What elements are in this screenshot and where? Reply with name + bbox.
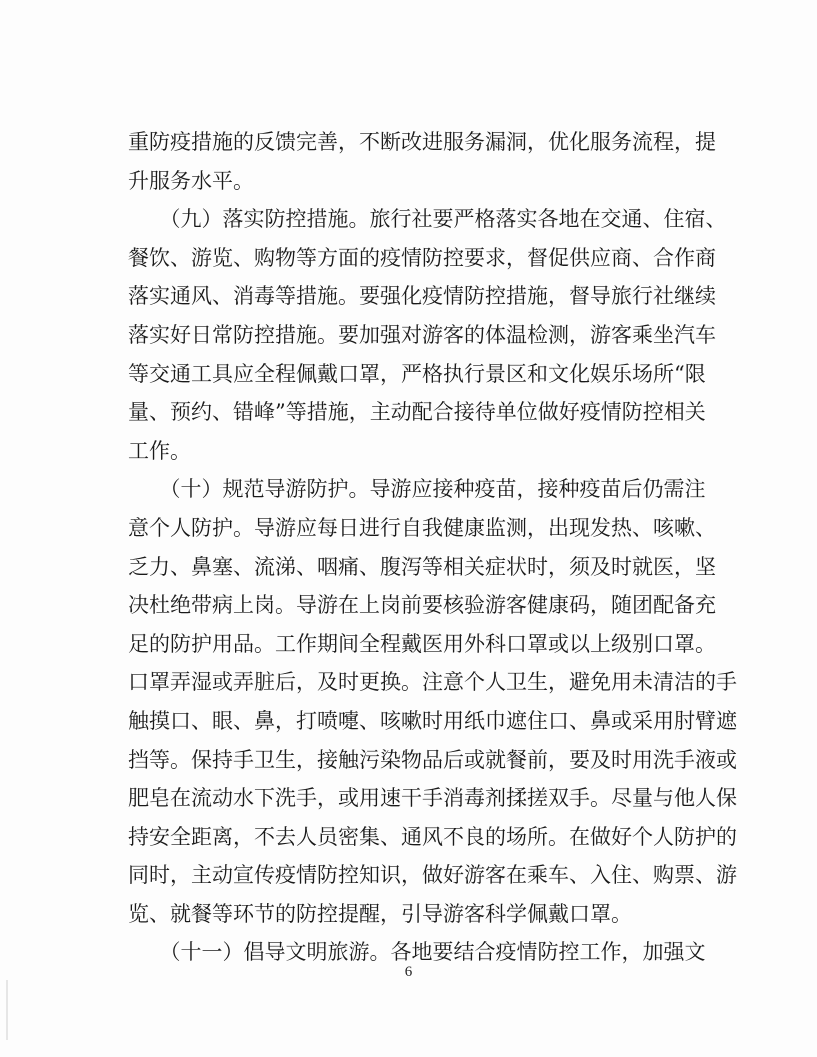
text-line: 肥皂在流动水下洗手，或用速干手消毒剂揉搓双手。尽量与他人保 — [128, 786, 737, 811]
text-line: （九）落实防控措施。旅行社要严格落实各地在交通、住宿、 — [128, 207, 727, 232]
text-line: 餐饮、游览、购物等方面的疫情防控要求，督促供应商、合作商 — [128, 245, 716, 270]
text-line: 落实好日常防控措施。要加强对游客的体温检测，游客乘坐汽车 — [128, 322, 716, 347]
page-number: 6 — [404, 964, 413, 980]
text-line: （十）规范导游防护。导游应接种疫苗，接种疫苗后仍需注 — [128, 477, 706, 502]
text-line: 决杜绝带病上岗。导游在上岗前要核验游客健康码，随团配备充 — [128, 593, 716, 618]
text-line: 足的防护用品。工作期间全程戴医用外科口罩或以上级别口罩。 — [128, 631, 716, 656]
text-line: 持安全距离，不去人员密集、通风不良的场所。在做好个人防护的 — [128, 824, 737, 849]
text-line: 量、预约、错峰”等措施，主动配合接待单位做好疫情防控相关 — [128, 400, 706, 425]
text-line: 挡等。保持手卫生，接触污染物品后或就餐前，要及时用洗手液或 — [128, 747, 737, 772]
text-line: 口罩弄湿或弄脏后，及时更换。注意个人卫生，避免用未清洁的手 — [128, 670, 737, 695]
text-line: 触摸口、眼、鼻，打喷嚏、咳嗽时用纸巾遮住口、鼻或采用肘臂遮 — [128, 708, 737, 733]
text-line: 意个人防护。导游应每日进行自我健康监测，出现发热、咳嗽、 — [128, 515, 716, 540]
text-line: 落实通风、消毒等措施。要强化疫情防控措施，督导旅行社继续 — [128, 284, 716, 309]
text-line: 乏力、鼻塞、流涕、咽痛、腹泻等相关症状时，须及时就医，坚 — [128, 554, 716, 579]
text-line: 升服务水平。 — [128, 168, 254, 193]
text-line: 重防疫措施的反馈完善，不断改进服务漏洞，优化服务流程，提 — [128, 130, 716, 154]
text-line: 同时，主动宣传疫情防控知识，做好游客在乘车、入住、购票、游 — [128, 863, 737, 888]
text-line: 览、就餐等环节的防控提醒，引导游客科学佩戴口罩。 — [128, 901, 632, 926]
text-line: 等交通工具应全程佩戴口罩，严格执行景区和文化娱乐场所“限 — [128, 361, 706, 386]
text-line: （十一）倡导文明旅游。各地要结合疫情防控工作，加强文 — [128, 940, 706, 965]
text-line: 工作。 — [128, 438, 191, 463]
scan-binding-mark — [6, 980, 8, 1040]
body-text — [128, 123, 737, 972]
